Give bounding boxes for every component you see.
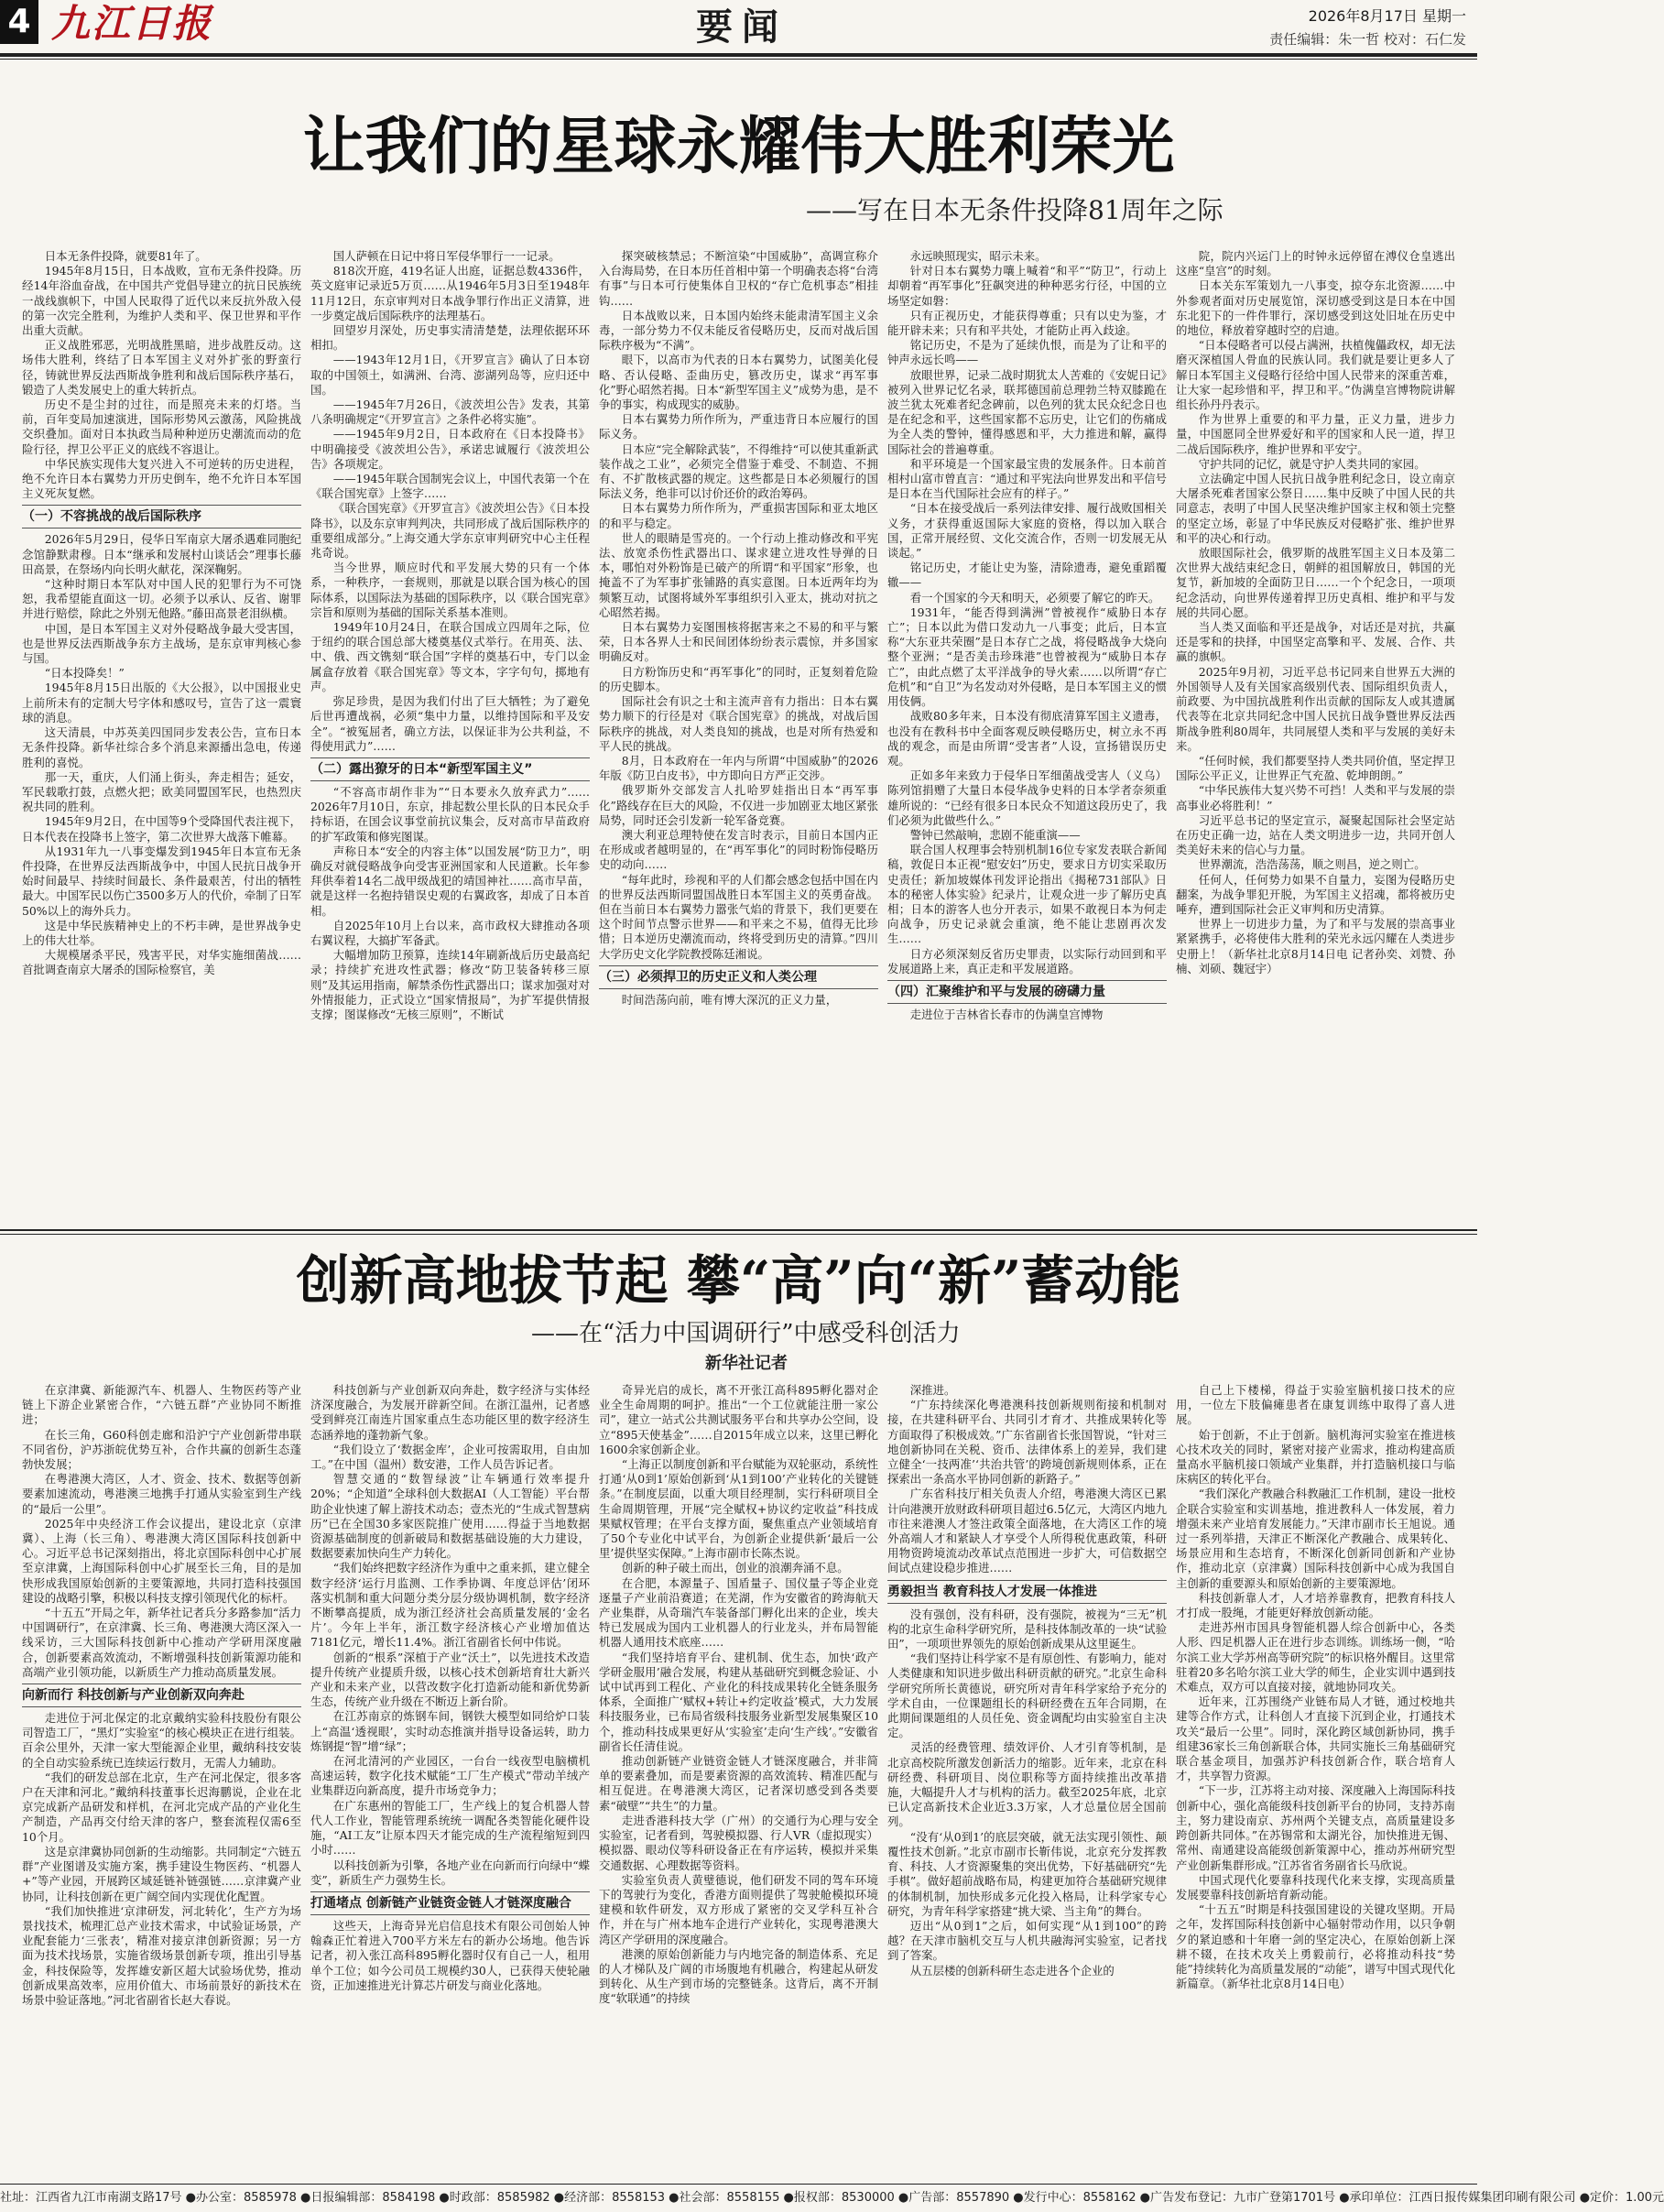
masthead-rule (0, 53, 1477, 57)
paragraph: ——1945年联合国制宪会议上，中国代表第一个在《联合国宪章》上签字…… (310, 472, 590, 501)
section-heading: （三）必须捍卫的历史正义和人类公理 (599, 965, 878, 989)
paragraph: 铭记历史，才能让史为鉴，清除遗毒，避免重蹈覆辙—— (887, 561, 1167, 590)
paragraph: 走进位于河北保定的北京戴纳实验科技股份有限公司智造工厂，“黑灯”实验室“的核心模块正在进行组装。百余公里外，天津一家大型能源企业里，戴纳科技安装的全自动实验系统已连续运行数月，无需人力辅助。 (22, 1711, 301, 1770)
paragraph: 任何人，任何势力如果不自量力，妄图为侵略历史翻案，为战争罪犯开脱，为军国主义招魂，都将被历史唾弃，遭到国际社会正义审判和历史清算。 (1176, 872, 1455, 916)
paragraph: 历史不是尘封的过往，而是照亮未来的灯塔。当前，百年变局加速演进，国际形势风云激荡，风险挑战交织叠加。面对日本执政当局种种逆历史潮流而动的危险行径，捍卫公平正义的底线不容退让。 (22, 398, 301, 456)
paragraph: 智慧交通的“数智绿波”让车辆通行效率提升20%；“企知道”全球科创大数据AI（人工智能）平台帮助企业快速了解上游技术动态；壹杰光的“生成式智慧病历”已在全国30多家医院推广使用……得益于当地数据资源基础制度的创新破局和数据基础设施的大力建设，数据要素加快向生产力转化。 (310, 1472, 590, 1561)
paragraph: 广东省科技厅相关负责人介绍，粤港澳大湾区已累计向港澳开放财政科研项目超过6.5亿元，大湾区内地九市往来港澳人才签注政策全面落地，在大湾区工作的境外高端人才和紧缺人才享受个人所得税优惠政策，科研用物资跨境流动改革试点范围进一步扩大，可信数据空间试点建设稳步推进…… (887, 1487, 1167, 1575)
paragraph: 大规模屠杀平民，残害平民，对华实施细菌战……首批调查南京大屠杀的国际检察官，美 (22, 948, 301, 977)
section-heading: 向新而行 科技创新与产业创新双向奔赴 (22, 1684, 301, 1707)
paragraph: “每年此时，珍视和平的人们都会感念包括中国在内的世界反法西斯同盟国战胜日本军国主义的英勇奋战。但在当前日本右翼势力嚣张气焰的背景下，我们更要在这个时间节点警示世界——和平来之不易，值得无比珍惜；日本逆历史潮流而动，终将受到历史的清算。”四川大学历史文化学院教授陈廷湘说。 (599, 872, 878, 961)
paragraph: 迈出“从0到1”之后，如何实现“从1到100”的跨越？在天津市脑机交互与人机共融海河实验室，记者找到了答案。 (887, 1918, 1167, 1963)
paragraph: 联合国人权理事会特别机制16位专家发表联合新闻稿，敦促日本正视“慰安妇”历史，要求日方切实采取历史责任；新加坡媒体刊发评论指出《揭秘731部队》日本的秘密人体实验》纪录片，让观众进一步了解历史真相；日本的游客人也分开表示，如果不敢视日本为何走向战争，历史记录就会重演，绝不能让悲剧再次发生…… (887, 843, 1167, 946)
paragraph: 这天清晨，中苏英美四国同步发表公告，宣布日本无条件投降。新华社综合多个消息来源播出急电，传递胜利的喜悦。 (22, 725, 301, 769)
paragraph: 实验室负责人黄璧德说，他们研发不同的驾车环境下的驾驶行为变化，香港方面则提供了驾驶舱模拟环境建模和软件研发，双方形成了紧密的交叉学科互补合作，并在与广州本地车企进行产业转化，实现粤港澳大湾区产学研用的深度融合。 (599, 1872, 878, 1946)
paragraph: 1945年9月2日，在中国等9个受降国代表注视下，日本代表在投降书上签字，第二次世界大战落下帷幕。 (22, 814, 301, 844)
paragraph: 这是中华民族精神史上的不朽丰碑，是世界战争史上的伟大壮举。 (22, 918, 301, 947)
footer-contact: 社址：江西省九江市南湖支路17号 ●办公室：8585978 ●日报编辑部：8584198 ●时政部：8585982 ●经济部：8558153 ●社会部：8558155 ●报权部：8530000 ●广告部：8557890 ●发行中心：8558162 ●广告发布登记：九市广登第1701号 ●承印单位：江西日报传媒集团印刷有限公司 ●定价：1.00元 (0, 2184, 1477, 2212)
editor-credits: 责任编辑：朱一哲 校对：石仁发 (1269, 31, 1466, 48)
paragraph: 日方粉饰历史和“再军事化”的同时，正复刻着危险的历史脚本。 (599, 664, 878, 693)
paragraph: 以科技创新为引擎，各地产业在向新而行向绿中“蝶变”，新质生产力强势生长。 (310, 1858, 590, 1887)
paragraph: 从五层楼的创新科研生态走进各个企业的 (909, 1963, 1115, 1978)
paragraph: 院，院内兴运门上的时钟永远停留在溥仪仓皇逃出这座“皇宫”的时刻。 (1176, 249, 1455, 278)
text-column (599, 249, 878, 1220)
paragraph: 日本应“完全解除武装”，不得维持“可以使其重新武装作战之工业”，必须完全借鉴于难受、不制造、不拥有、不扩散核武器的规定。这些都是日本必须履行的国际法义务，绝非可以讨价还价的政治筹码。 (599, 441, 878, 501)
article1-body (22, 249, 1455, 1220)
section-heading: 打通堵点 创新链产业链资金链人才链深度融合 (310, 1891, 590, 1915)
article1-headline: 让我们的星球永耀伟大胜利荣光 (302, 110, 1175, 183)
paragraph: “日本在接受战后一系列法律安排、履行战败国相关义务，才获得重返国际大家庭的资格，得以加入联合国，正常开展经贸、文化交流合作，否则一切发展无从谈起。” (887, 501, 1167, 561)
section-heading: （四）汇聚维护和平与发展的磅礴力量 (887, 980, 1167, 1004)
paragraph: 创新的“根系”深植于产业“沃土”，以先进技术改造提升传统产业提质升级，以核心技术创新培育壮大新兴产业和未来产业，以营改数字化打造新动能和新优势新生态，传统产业升级在不断迈上新台阶。 (310, 1650, 590, 1709)
paragraph: 俄罗斯外交部发言人扎哈罗娃指出日本“再军事化”路线存在巨大的风险，不仅进一步加剧亚太地区紧张局势，同时还会引发新一轮军备竞赛。 (599, 783, 878, 827)
article-divider (0, 1229, 1477, 1231)
text-column (887, 249, 1167, 1220)
newspaper-logo: 九江日报 (51, 1, 213, 46)
paragraph: ——1945年9月2日，日本政府在《日本投降书》中明确接受《波茨坦公告》，承诺忠诚履行《波茨坦公告》各项规定。 (310, 427, 590, 471)
paragraph: 正如多年来致力于侵华日军细菌战受害人（义乌）陈列馆捐赠了大量日本侵华战争史料的日本学者奈须重雄所说的：“已经有很多日本民众不知道这段历史了，我们必须为此做些什么。” (887, 768, 1167, 827)
paragraph: 在江苏南京的炼钢车间，钢铁大模型如同给炉口装上“高温‘透视眼’，实时动态推演并指导设备运转，助力炼钢提“智”增“绿”； (310, 1709, 590, 1753)
text-column (1176, 249, 1455, 1220)
paragraph: 自2025年10月上台以来，高市政权大肆推动各项右翼议程，大搞扩军备武。 (310, 918, 590, 947)
paragraph: 国际社会有识之士和主流声音有力指出：日本右翼势力顺下的行径是对《联合国宪章》的挑战，对战后国际秩序的挑战，对人类良知的挑战，也是对所有热爱和平人民的挑战。 (599, 694, 878, 753)
paragraph: 2026年5月29日，侵华日军南京大屠杀遇难同胞纪念馆静默肃穆。日本“继承和发展村山谈话会”理事长藤田高景，在祭场内向长明火献花，深深鞠躬。 (22, 532, 301, 576)
paragraph: 日本右翼势力所作所为，严重违背日本应履行的国际义务。 (599, 412, 878, 441)
paragraph: 铭记历史，不是为了延续仇恨，而是为了让和平的钟声永远长鸣—— (887, 338, 1167, 367)
paragraph: 在京津冀、新能源汽车、机器人、生物医药等产业链上下游企业紧密合作，“六链五群”产业协同不断推进； (22, 1383, 301, 1427)
text-column (310, 1383, 590, 2178)
paragraph: 创新的种子破土而出，创业的浪潮奔涌不息。 (621, 1561, 849, 1575)
paragraph: 正义战胜邪恶，光明战胜黑暗，进步战胜反动。这场伟大胜利，终结了日本军国主义对外扩张的野蛮行径，铸就世界反法西斯战争胜利和战后国际秩序基石，锻造了人类发展史上的重大转折点。 (22, 338, 301, 397)
paragraph: 习近平总书记的坚定宣示，凝聚起国际社会坚定站在历史正确一边，站在人类文明进步一边，共同开创人类美好未来的信心与力量。 (1176, 812, 1455, 857)
paragraph: 放眼国际社会，俄罗斯的战胜军国主义日本及第二次世界大战结束纪念日，朝鲜的祖国解放日，韩国的光复节，新加坡的全面防卫日……一个个纪念日，一项项纪念活动，向世界传递着捍卫历史真相、维护和平与发展的共同心愿。 (1176, 546, 1455, 619)
paragraph: 8月，日本政府在一年内与所谓“中国威胁”的2026年版《防卫白皮书》，中方即向日方严正交涉。 (599, 753, 878, 783)
text-column (22, 249, 301, 1220)
paragraph: “我们的研发总部在北京，生产在河北保定，很多客户在天津和河北。”戴纳科技董事长迟海鹏说，企业在北京完成新产品研发和样机，在河北完成产品的产业化生产制造，产品再交付给天津的客户，整套流程仅需6至10个月。 (22, 1770, 301, 1844)
paragraph: 从1931年九一八事变爆发到1945年日本宣布无条件投降，在世界反法西斯战争中，中国人民抗日战争开始时间最早、持续时间最长、条件最艰苦，付出的牺牲最大。中国军民以伤亡3500多万人的代价，牵制了日军50%以上的海外兵力。 (22, 844, 301, 918)
masthead-rule-thin (0, 59, 1477, 60)
paragraph: “我们加快推进‘京津研发，河北转化’，生产方为场景找技术，梳理汇总产业技术需求，中试验证场景，产业配套能力‘三张表’，精准对接京津创新资源；另一方面为技术找场景，实施省级场景创新专项，推出引导基金，科技保险等，发挥雄安新区超大试验场优势，推动创新成果高效率，应用价值大、市场前景好的新技术在场景中验证落地。”河北省副省长赵大春说。 (22, 1903, 301, 2007)
paragraph: ——1945年7月26日，《波茨坦公告》发表，其第八条明确规定“《开罗宣言》之条件必将实施”。 (310, 398, 590, 427)
issue-date: 2026年8月17日 星期一 (1308, 7, 1466, 25)
text-column (887, 1383, 1167, 2178)
paragraph: 看一个国家的今天和明天，必须要了解它的昨天。 (909, 590, 1160, 605)
paragraph: “我们坚持让科学家不是有原创性、有影响力，能对人类健康和知识进步做出科研贡献的研究。”北京生命科学研究所所长黄德说，研究所对青年科学家给予充分的学术自由，一位课题组长的科研经费在五年合同期，在此期间课题组的人员任免、资金调配均由实验室自主决定。 (887, 1651, 1167, 1740)
paragraph: 世人的眼睛是雪亮的。一个行动上推动修改和平宪法、放宽杀伤性武器出口、谋求建立进攻性导弹的日本，哪怕对外粉饰是已破产的所谓“和平国家”形象，也掩盖不了为军事扩张铺路的真实意图。日本近两年均为频繁互动，试图将域外军事组织引入亚太，挑动对抗之心昭然若揭。 (599, 530, 878, 619)
paragraph: 走进香港科技大学（广州）的交通行为心理与安全实验室，记者看到，驾驶模拟器、行人VR（虚拟现实）模拟器、眼动仪等科研设备正在有序运转，模拟并采集交通数据、心理数据等资料。 (599, 1813, 878, 1872)
paragraph: 港澳的原始创新能力与内地完备的制造体系、充足的人才梯队及广阔的市场腹地有机融合，构建起从研发到转化、从生产到市场的完整链条。这背后，离不开制度“软联通”的持续 (599, 1946, 878, 2006)
paragraph: 《联合国宪章》《开罗宣言》《波茨坦公告》《日本投降书》，以及东京审判判决，共同形成了战后国际秩序的重要组成部分。”上海交通大学东京审判研究中心主任程兆奇说。 (310, 501, 590, 561)
paragraph: 立法确定中国人民抗日战争胜利纪念日，设立南京大屠杀死难者国家公祭日……集中反映了中国人民的共同意志，表明了中国人民坚决维护国家主权和领土完整的坚定立场，彰显了中华民族反对侵略扩张、维护世界和平的决心和行动。 (1176, 472, 1455, 545)
paragraph: 日本右翼势力妄图围核将据害来之不易的和平与繁荣，日本各界人士和民间团体纷纷表示震惊，并多国家明确反对。 (599, 620, 878, 664)
paragraph: 作为世界上重要的和平力量，正义力量，进步力量，中国愿同全世界爱好和平的国家和人民一道，捍卫二战后国际秩序，维护世界和平安宁。 (1176, 412, 1455, 456)
paragraph: 大幅增加防卫预算，连续14年刷新战后历史最高纪录；持续扩充进攻性武器；修改“防卫装备转移三原则”及其运用指南，解禁杀伤性武器出口；谋求加强对对外情报能力，正式设立“国家情报局”，为扩军提供情报支撑；图谋修改“无核三原则”，不断试 (310, 948, 590, 1021)
article2-body (22, 1383, 1455, 2178)
paragraph: 没有强创，没有科研，没有强院，被视为“三无”机构的北京生命科学研究所，是科技体制改革的一块“试验田”，一项项世界领先的原始创新成果从这里诞生。 (887, 1607, 1167, 1651)
paragraph: 澳大利亚总理特使在发言时表示，目前日本国内正在形成或者越明显的，在“再军事化”的同时粉饰侵略历史的动向…… (599, 827, 878, 872)
section-heading: （二）露出獠牙的日本“新型军国主义” (310, 757, 590, 781)
paragraph: 1949年10月24日，在联合国成立四周年之际，位于纽约的联合国总部大楼奠基仪式举行。在用英、法、中、俄、西文镌刻“联合国”字样的奠基石中，专门以金属盒存放着《联合国宪章》等文本，字字句句，掷地有声。 (310, 620, 590, 693)
paragraph: 科技创新与产业创新双向奔赴，数字经济与实体经济深度融合，为发展开辟新空间。在浙江温州，记者感受到鲜亮江南连片国家重点生态功能区里的数字经济生态涵养地的蓬勃新气象。 (310, 1383, 590, 1442)
paragraph: 在粤港澳大湾区，人才、资金、技术、数据等创新要素加速流动，粤港澳三地携手打通从实验室到生产线的“最后一公里”。 (22, 1472, 301, 1516)
article1-subtitle: ——写在日本无条件投降81周年之际 (806, 195, 1224, 225)
paragraph: “没有‘从0到1’的底层突破，就无法实现引领性、颠覆性技术创新。”北京市副市长靳伟说，北京充分发挥教育、科技、人才资源聚集的突出优势，下好基础研究“先手棋”。做好超前战略布局，构建更加符合基础研究规律的体制机制，加快形成多元化投入格局，让科学家专心研究，为青年科学家搭建“挑大梁、当主角”的舞台。 (887, 1829, 1167, 1918)
paragraph: 奇异光启的成长，离不开张江高科895孵化器对企业全生命周期的呵护。推出“一个工位就能注册一家公司”，建立一站式公共测试服务平台和共享办公空间，设立“895天使基金”……自2015年成立以来，这里已孵化1600余家创新企业。 (599, 1383, 878, 1456)
paragraph: “我们深化产教融合科教融汇工作机制，建设一批校企联合实验室和实训基地，推进教科人一体发展，着力增强未来产业培育发展能力。”天津市副市长王旭说。通过一系列举措，天津正不断深化产教融合、成果转化、场景应用和生态培育，不断深化创新同创新和产业协作，推动北京（京津冀）国际科技创新中心成为我国自主创新的重要源头和原始创新的主要策源地。 (1176, 1487, 1455, 1590)
paragraph: 日本无条件投降，就要81年了。 (44, 249, 207, 263)
paragraph: 深推进。 (909, 1383, 956, 1397)
article-divider-thin (0, 1234, 1477, 1235)
paragraph: 自己上下楼梯，得益于实验室脑机接口技术的应用，一位左下肢偏瘫患者在康复训练中取得了喜人进展。 (1176, 1383, 1455, 1427)
paragraph: 灵活的经费管理、绩效评价、人才引育等机制，是北京高校院所激发创新活力的缩影。近年来，北京在科研经费、科研项目、岗位职称等方面持续推出改革措施，大幅提升人才与机构的活力。截至2025年底，北京已认定高新技术企业近3.3万家，人才总量位居全国前列。 (887, 1740, 1167, 1829)
paragraph: 科技创新靠人才，人才培养靠教育，把教育科技人才打成一股绳，才能更好释放创新动能。 (1176, 1590, 1455, 1620)
paragraph: 弥足珍贵，是因为我们付出了巨大牺牲；为了避免后世再遭战祸，必须“集中力量，以维持国际和平及安全”。“被冤屈者，确立方法，以保证非为公共利益，不得使用武力”…… (310, 694, 590, 753)
paragraph: 日本关东军策划九一八事变，掠夺东北资源……中外参观者面对历史展览馆，深切感受到这是日本在中国东北犯下的一件件罪行，深切感受到这处旧址在历史中的地位，释放着穿越时空的启迪。 (1176, 278, 1455, 338)
paragraph: 时间浩荡向前，唯有博大深沉的正义力量， (621, 992, 838, 1007)
paragraph: 国人萨顿在日记中将日军侵华罪行一一记录。 (332, 249, 560, 263)
paragraph: 2025年中央经济工作会议提出，建设北京（京津冀）、上海（长三角）、粤港澳大湾区国际科技创新中心。习近平总书记深刻指出，将北京国际科创中心扩展至京津冀，上海国际科创中心扩展至长三角，目的是加快形成我国原始创新的主要策源地，共同打造科技强国建设的战略引擎，积极以科技支撑引领现代化的标杆。 (22, 1516, 301, 1605)
paragraph: 在合肥，本源量子、国盾量子、国仪量子等企业竞逐量子产业前沿赛道；在芜湖，作为安徽省的跨海航天产业集群，从奇瑞汽车装备部门孵化出来的企业，埃夫特已发展成为国内工业机器人的行业龙头，并布局智能机器人通用技术底座…… (599, 1575, 878, 1650)
paragraph: 走进位于吉林省长春市的伪满皇宫博物 (909, 1007, 1104, 1021)
paragraph: 针对日本右翼势力嚷上喊着“和平”“防卫”，行动上却朝着“再军事化”狂飙突进的种种恶劣行径，中国的立场坚定如磐： (887, 264, 1167, 308)
paragraph: 818次开庭，419名证人出庭，证据总数4336件，英文庭审记录近5万页……从1946年5月3日至1948年11月12日，东京审判对日本战争罪行作出正义清算，进一步奠定战后国际秩序的法理基石。 (310, 264, 590, 322)
paragraph: “我们坚持培育平台、建机制、优生态，加快‘政产学研金服用’融合发展，构建从基础研究到概念验证、小试中试再到工程化、产业化的科技成果转化全链条服务体系，全面推广‘赋权+转让+约定收益’模式，大力发展科技服务业，已布局省级科技服务业新型发展集聚区10个，推动科技成果更好从‘实验室’走向‘生产线’。”安徽省副省长任清佳说。 (599, 1650, 878, 1753)
paragraph: 眼下，以高市为代表的日本右翼势力，试图美化侵略、否认侵略、歪曲历史，篡改历史，谋求“再军事化”野心昭然若揭。日本“新型军国主义”成势为患，是不争的事实，构成现实的威胁。 (599, 353, 878, 412)
paragraph: 日方必须深刻反省历史罪责，以实际行动回到和平发展道路上来，真正走和平发展道路。 (887, 946, 1167, 975)
section-title: 要闻 (696, 5, 788, 49)
paragraph: “中华民族伟大复兴势不可挡！人类和平与发展的崇高事业必将胜利！” (1176, 783, 1455, 812)
paragraph: 中国式现代化要靠科技现代化来支撑，实现高质量发展要靠科技创新培育新动能。 (1176, 1872, 1455, 1901)
paragraph: 1945年8月15日，日本战败，宣布无条件投降。历经14年浴血奋战，在中国共产党倡导建立的抗日民族统一战线旗帜下，中国人民取得了近代以来反抗外敌入侵的第一次完全胜利，为维护人类和平、保卫世界和平作出重大贡献。 (22, 264, 301, 338)
paragraph: 在河北清河的产业园区，一台台一线夜型电脑横机高速运转，数字化技术赋能“工厂生产模式”带动羊绒产业集群迈向新高度，提升市场竞争力； (310, 1754, 590, 1798)
paragraph: 这些天，上海奇异光启信息技术有限公司创始人钟翰森正忙着进入700平方米左右的新办公场地。他告诉记者，初入张江高科895孵化器时仅有自己一人，租用单个工位；如今公司员工规模约30人，已获得天使轮融资，正加速推进光计算芯片研发与商业化落地。 (310, 1918, 590, 1992)
paragraph: 这是京津冀协同创新的生动缩影。共同制定“六链五群”产业图谱及实施方案，携手建设生物医药、“机器人+”等产业园，开展跨区域延链补链强链……京津冀产业协同，让科技创新在更广阔空间内实现优化配置。 (22, 1844, 301, 1903)
paragraph: ——1943年12月1日，《开罗宣言》确认了日本窃取的中国领土，如满洲、台湾、澎湖列岛等，应归还中国。 (310, 353, 590, 397)
paragraph: 守护共同的记忆，就是守护人类共同的家园。 (1198, 456, 1426, 471)
paragraph: 日本右翼势力所作所为，严重损害国际和亚太地区的和平与稳定。 (599, 501, 878, 530)
paragraph: 世界上一切进步力量，为了和平与发展的崇高事业紧紧携手，必将使伟大胜利的荣光永远闪耀在人类进步史册上！（新华社北京8月14日电 记者孙奕、刘赞、孙楠、刘硕、魏冠宇） (1176, 917, 1455, 975)
paragraph: 永远映照现实，昭示未来。 (909, 249, 1047, 263)
paragraph: “十五五”开局之年，新华社记者兵分多路参加“活力中国调研行”，在京津冀、长三角、粤港澳大湾区深入一线采访，三大国际科技创新中心推动产学研用深度融合，创新要素高效流动，不断增强科技创新策源功能和高端产业引领功能，以新质生产力推动高质量发展。 (22, 1606, 301, 1679)
paragraph: “下一步，江苏将主动对接、深度融入上海国际科技创新中心，强化高能级科技创新平台的协同，支持苏南主，努力建设南京、苏州两个关键支点，高质量建设多跨创新共同体。”在苏锡常和太湖光谷，加快推进无锡、常州、南通建设高能级创新策源中心，推动苏州研究型产业创新集群形成。”江苏省省务副省长马欣说。 (1176, 1783, 1455, 1872)
paragraph: “任何时候，我们都要坚持人类共同价值，坚定捍卫国际公平正义，让世界正气充盈、乾坤朗朗。” (1176, 753, 1455, 783)
text-column (22, 1383, 301, 2178)
paragraph: 在长三角，G60科创走廊和沿沪宁产业创新带串联不同省份，沪苏浙皖优势互补，合作共赢的创新生态蓬勃快发展； (22, 1427, 301, 1472)
paragraph: 中华民族实现伟大复兴进入不可逆转的历史进程，绝不允许日本右翼势力开历史倒车，绝不允许日本军国主义死灰复燃。 (22, 456, 301, 501)
paragraph: “不容高市胡作非为”“日本要永久放弃武力”……2026年7月10日，东京，排起数公里长队的日本民众手持标语，在国会议事堂前抗议集会，反对高市早苗政府的扩军政策和修宪图谋。 (310, 784, 590, 844)
paragraph: 当人类又面临和平还是战争，对话还是对抗，共赢还是零和的抉择，中国坚定高擎和平、发展、合作、共赢的旗帜。 (1176, 620, 1455, 664)
paragraph: 在广东惠州的智能工厂，生产线上的复合机器人替代人工作业，智能管理系统统一调配各类智能化硬件设施，“AI工友”让原本四天才能完成的生产流程缩短到四小时…… (310, 1798, 590, 1858)
page-number: 4 (0, 0, 38, 44)
section-heading: （一）不容挑战的战后国际秩序 (22, 505, 301, 528)
paragraph: 中国，是日本军国主义对外侵略战争最大受害国，也是世界反法西斯战争东方主战场，是东京审判核心参与国。 (22, 621, 301, 666)
paragraph: 1945年8月15日出版的《大公报》，以中国报业史上前所未有的定制大号字体和感叹号，宣告了这一震寰球的消息。 (22, 681, 301, 725)
paragraph: 回望岁月深处，历史事实清清楚楚，法理依据环环相扣。 (310, 323, 590, 353)
paragraph: “我们设立了‘数据金库’，企业可按需取用，自由加工。”在中国（温州）数安港，工作人员告诉记者。 (310, 1442, 590, 1472)
paragraph: “上海正以制度创新和平台赋能为双轮驱动，系统性打通‘从0到1’原始创新到‘从1到100’产业转化的关键链条。”在制度层面，以重大项目经理制，实行科研项目全生命周期管理，开展“完全赋权+协议约定收益”科技成果赋权管理；在平台支撑方面，聚焦重点产业领域培育了50个专业化中试平台，为创新企业提供新‘最后一公里’提供坚实保障。”上海市副市长陈杰说。 (599, 1457, 878, 1561)
paragraph: 探突破核禁忌；不断渲染“中国威胁”，高调宣称介入台海局势，在日本历任首相中第一个明确表态将“台湾有事”与日本可行使集体自卫权的“存亡危机事态”相挂钩…… (599, 249, 878, 308)
paragraph: 和平环境是一个国家最宝贵的发展条件。日本前首相村山富市曾直言：“通过和平宪法向世界发出和平信号是日本在当代国际社会应有的样子。” (887, 456, 1167, 501)
paragraph: 2025年9月初，习近平总书记同来自世界五大洲的外国领导人及有关国家高级别代表、国际组织负责人，前政要、为中国抗战胜利作出贡献的国际友人或其遗属代表等在北京共同纪念中国人民抗日战争暨世界反法西斯战争胜利80周年，共同展望人类和平与发展的美好未来。 (1176, 664, 1455, 753)
paragraph: 日本战败以来，日本国内始终未能肃清军国主义余毒，一部分势力不仅未能反省侵略历史，反而对战后国际秩序极为“不满”。 (599, 308, 878, 353)
text-column (599, 1383, 878, 2178)
paragraph: 走进苏州市国具身智能机器人综合创新中心，各类人形、四足机器人正在进行步态训练。训练场一侧，“哈尔滨工业大学苏州高等研究院”的标识格外醒目。这里常驻着20多名哈尔滨工业大学的师生，企业实训中遇到技术难点，双方可以直接对接，就地协同攻关。 (1176, 1620, 1455, 1694)
paragraph: 那一天，重庆，人们涌上街头，奔走相告；延安，军民载歌打鼓，点燃火把；欧美同盟国军民，也热烈庆祝共同的胜利。 (22, 769, 301, 814)
masthead (0, 0, 1477, 79)
paragraph: 近年来，江苏围绕产业链布局人才链，通过校地共建等合作方式，让科创人才直接下沉到企业，打通技术攻关“最后一公里”。同时，深化跨区域创新协同，携手组建36家长三角创新联合体，共同实施长三角基础研究联合基金项目，加强苏沪科技创新合作，联合培育人才，共享智力资源。 (1176, 1694, 1455, 1783)
paragraph: 声称日本“安全的内容主体”以国发展“防卫力”，明确反对就侵略战争向受害亚洲国家和人民道歉。长年参拜供奉着14名二战甲级战犯的靖国神社……高市早苗，就是这样一名抱持错误史观的右翼政客，却成了日本首相。 (310, 844, 590, 918)
article2-byline: 新华社记者 (705, 1354, 788, 1373)
paragraph: 推动创新链产业链资金链人才链深度融合，并非简单的要素叠加，而是要素资源的高效流转、精准匹配与相互促进。在粤港澳大湾区，记者深切感受到各类要素“破壁”“共生”的力量。 (599, 1754, 878, 1813)
paragraph: “这种时期日本军队对中国人民的犯罪行为不可饶恕，我希望能直面这一切。必须予以承认、反省、谢罪并进行赔偿，除此之外别无他路。”藤田高景老泪纵横。 (22, 577, 301, 621)
paragraph: “我们始终把数字经济作为重中之重来抓，建立健全数字经济‘运行月监测、工作季协调、年度总评估’闭环落实机制和重大问题分类分层分级协调机制，数字经济不断攀高提质，成为浙江经济社会高质量发展的‘金名片’。今年上半年，浙江数字经济核心产业增加值达7181亿元，增长11.4%。浙江省副省长何中伟说。 (310, 1561, 590, 1650)
paragraph: 世界潮流，浩浩荡荡，顺之则昌，逆之则亡。 (1198, 857, 1426, 872)
text-column (1176, 1383, 1455, 2178)
paragraph: 始于创新，不止于创新。脑机海河实验室在推进核心技术攻关的同时，紧密对接产业需求，推动构建高质量高水平脑机接口领域产业集群，并打造脑机接口与临床病区的转化平台。 (1176, 1427, 1455, 1487)
article2-subtitle: ——在“活力中国调研行”中感受科创活力 (531, 1320, 961, 1347)
paragraph: 1931年，“能否得到满洲”曾被视作“威胁日本存亡”；日本以此为借口发动九一八事变；此后，日本宣称“大东亚共荣圈”是日本存亡之战，将侵略战争大烧向整个亚洲；“是否美击珍珠港”也曾被视为“威胁日本存亡”，由此点燃了太平洋战争的导火索……以所谓“存亡危机”和“自卫”为名发动对外侵略，是日本军国主义的惯用伎俩。 (887, 605, 1167, 709)
paragraph: “日本投降矣！” (44, 666, 125, 681)
paragraph: 战败80多年来，日本没有彻底清算军国主义遗毒，也没有在教科书中全面客观反映侵略历史，树立永不再战的观念，而是由所谓“受害者”人设，宣扬错误历史观。 (887, 709, 1167, 768)
paragraph: “日本侵略者可以侵占满洲，扶植傀儡政权，却无法磨灭深植国人骨血的民族认同。我们就是要让更多人了解日本军国主义侵略行径给中国人民带来的深重苦难，让大家一起珍惜和平，捍卫和平。”伪满皇宫博物院讲解组长孙丹丹表示。 (1176, 338, 1455, 412)
text-column (310, 249, 590, 1220)
paragraph: “广东持续深化粤港澳科技创新规则衔接和机制对接，在共建科研平台、共同引才育才、共推成果转化等方面取得了积极成效。”广东省副省长张国智说，“针对三地创新协同在关税、资币、法律体系上的差异，我们建立健全‘一技两准’‘共治共管’的跨境创新规则体系，正在探索出一条高水平协同创新的新路子。” (887, 1398, 1167, 1487)
paragraph: “十五五”时期是科技强国建设的关键攻坚期。开局之年，发挥国际科技创新中心辐射带动作用，以只争朝夕的紧迫感和十年磨一剑的坚定决心，在原始创新上深耕不辍，在技术攻关上勇毅前行，必将推动科技“势能”持续转化为高质量发展的“动能”，谱写中国式现代化新篇章。（新华社北京8月14日电） (1176, 1902, 1455, 1991)
section-heading: 勇毅担当 教育科技人才发展一体推进 (887, 1580, 1167, 1604)
article2-headline: 创新高地拔节起 攀“高”向“新”蓄动能 (296, 1249, 1181, 1312)
paragraph: 当今世界，顺应时代和平发展大势的只有一个体系，一种秩序，一套规则，那就是以联合国为核心的国际体系，以国际法为基础的国际秩序，以《联合国宪章》宗旨和原则为基础的国际关系基本准则。 (310, 561, 590, 619)
paragraph: 只有正视历史，才能获得尊重；只有以史为鉴，才能开辟未来；只有和平共处，才能防止再入歧途。 (887, 308, 1167, 338)
paragraph: 警钟已然敲响，悲剧不能重演—— (909, 827, 1081, 842)
paragraph: 放眼世界，记录二战时期犹太人苦难的《安妮日记》被列入世界记忆名录，联邦德国前总理勃兰特双膝跪在波兰犹太死难者纪念碑前，以色列的犹太民众纪念日也是在纪念和平，这些国家都不忘历史，让它们的伤痛成为全人类的警钟，懂得感恩和平，大力推进和解，赢得国际社会的普遍尊重。 (887, 367, 1167, 456)
